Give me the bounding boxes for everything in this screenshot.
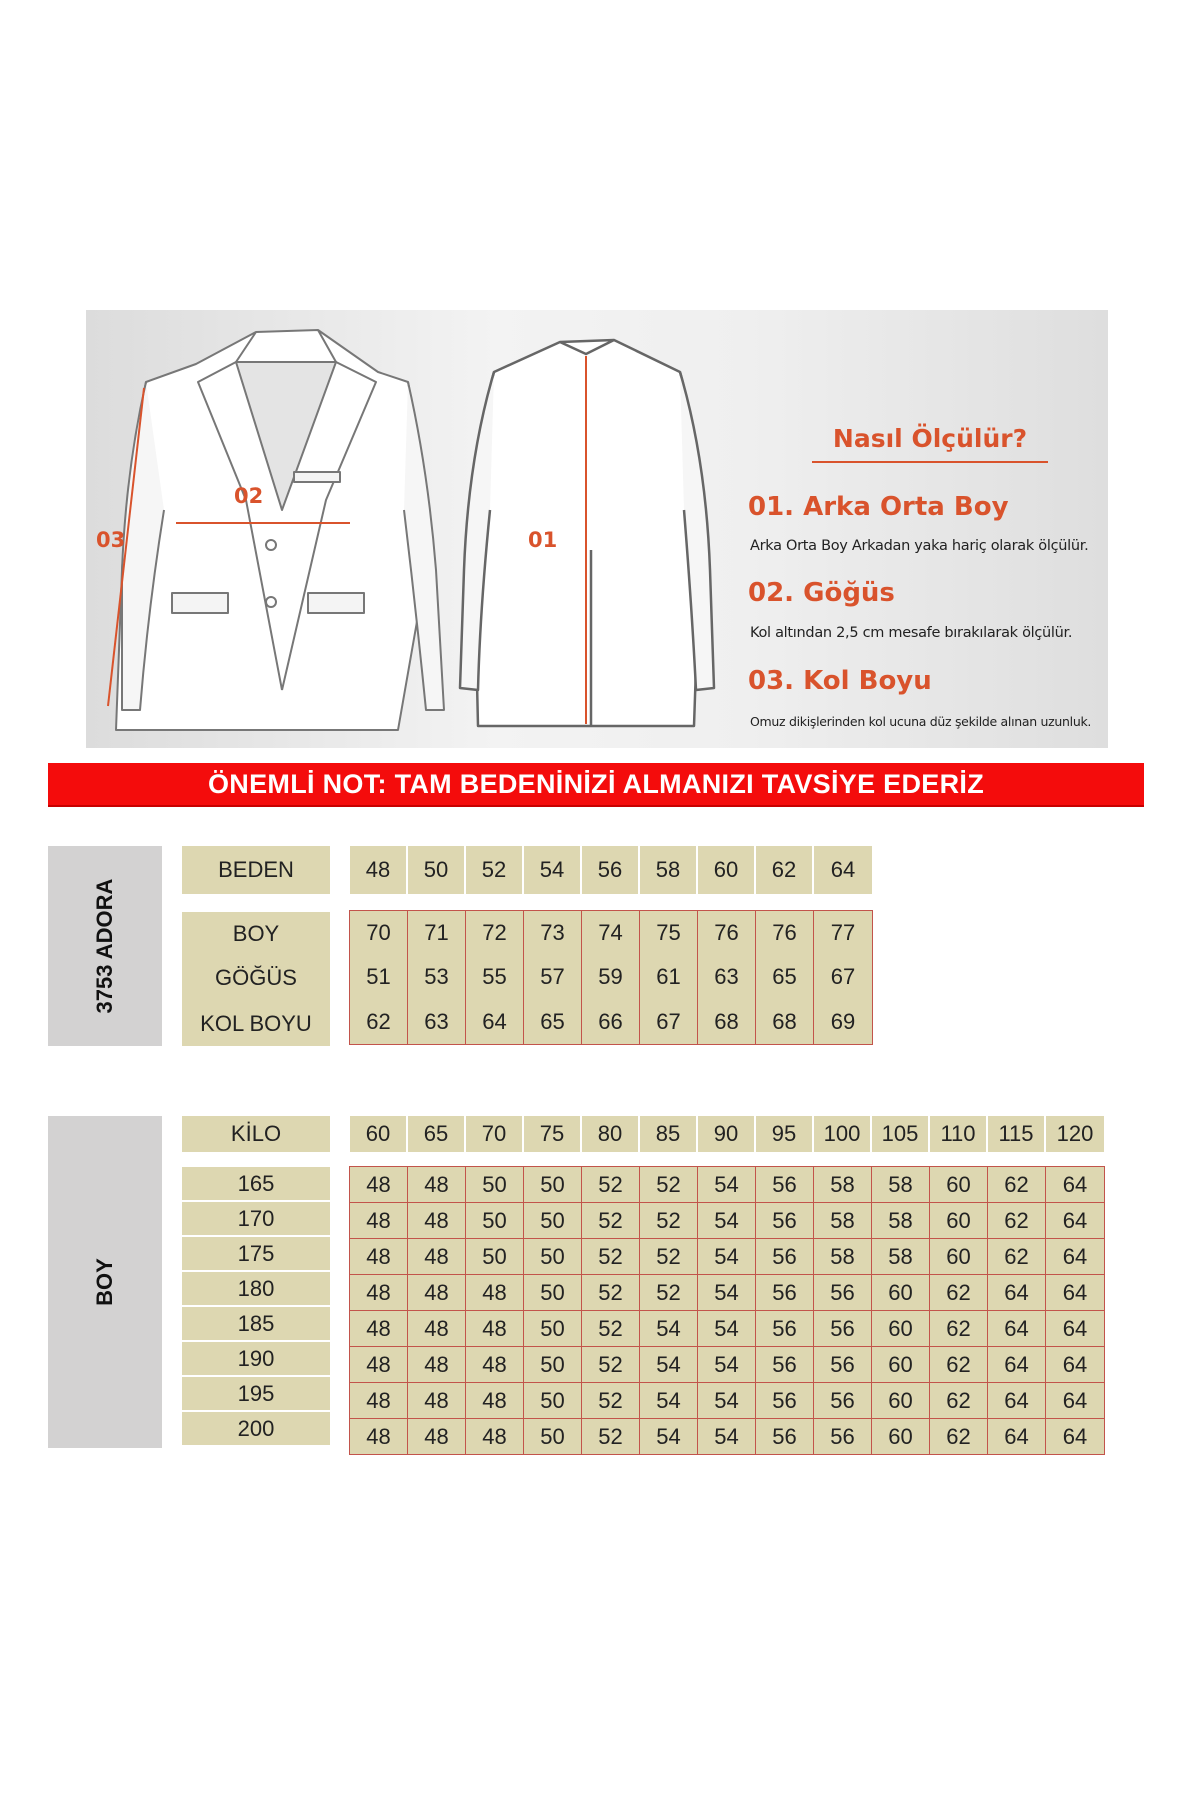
fit-cell: 48 [350, 1275, 408, 1310]
fit-cell: 52 [582, 1383, 640, 1418]
fit-cell: 56 [756, 1203, 814, 1238]
weight-header-cell: 105 [872, 1116, 930, 1152]
size-row-label: BOY [182, 912, 330, 955]
fit-cell: 64 [1062, 1171, 1088, 1197]
fit-cell: 52 [582, 1203, 640, 1238]
size-header-cell: 62 [756, 846, 814, 894]
fit-cell: 50 [466, 1167, 524, 1202]
jacket-front-drawing [116, 330, 444, 730]
size-table-side-label [48, 846, 162, 1046]
fit-cell: 48 [350, 1419, 408, 1454]
measurement-illustration [86, 310, 1108, 748]
fit-cell: 62 [930, 1419, 988, 1454]
height-axis-label: BOY [92, 1258, 117, 1306]
fit-cell: 54 [640, 1347, 698, 1382]
fit-cell: 60 [872, 1419, 930, 1454]
fit-cell: 64 [1062, 1207, 1088, 1233]
size-header-cell: 52 [466, 846, 524, 894]
fit-cell: 60 [872, 1311, 930, 1346]
size-header-cell: 58 [640, 846, 698, 894]
fit-cell: 52 [582, 1275, 640, 1310]
fit-cell: 50 [524, 1239, 582, 1274]
fit-cell: 64 [1062, 1351, 1088, 1377]
fit-cell: 48 [408, 1167, 466, 1202]
fit-cell: 48 [408, 1239, 466, 1274]
fit-cell: 58 [872, 1203, 930, 1238]
fit-cell: 64 [1062, 1387, 1088, 1413]
step-01-desc: Arka Orta Boy Arkadan yaka hariç olarak ölçülür. [750, 538, 1089, 554]
fit-cell: 64 [988, 1419, 1046, 1454]
size-header-cell: 48 [350, 846, 408, 894]
fit-cell: 60 [872, 1275, 930, 1310]
fit-cell: 60 [930, 1167, 988, 1202]
fit-row-label: 180 [182, 1272, 330, 1305]
fit-cell: 48 [408, 1419, 466, 1454]
fit-cell: 56 [756, 1275, 814, 1310]
size-cell: 63 [408, 1000, 466, 1044]
fit-cell: 64 [988, 1347, 1046, 1382]
size-cell: 76 [756, 911, 814, 954]
fit-cell: 52 [582, 1347, 640, 1382]
weight-header-cell: 100 [814, 1116, 872, 1152]
size-header-cell: 50 [408, 846, 466, 894]
fit-cell: 54 [698, 1311, 756, 1346]
fit-cell: 54 [640, 1419, 698, 1454]
fit-cell: 58 [814, 1167, 872, 1202]
guide-title: Nasıl Ölçülür? [812, 424, 1048, 463]
fit-header-label: KİLO [182, 1116, 330, 1152]
weight-header-cell: 75 [524, 1116, 582, 1152]
fit-row-label: 165 [182, 1167, 330, 1200]
fit-cell: 50 [524, 1167, 582, 1202]
fit-table-side-label [48, 1116, 162, 1448]
fit-row-label: 185 [182, 1307, 330, 1340]
fit-cell: 58 [814, 1203, 872, 1238]
size-cell: 59 [582, 954, 640, 1000]
weight-header-cell: 85 [640, 1116, 698, 1152]
fit-cell: 64 [1062, 1243, 1088, 1269]
fit-table-row [350, 1274, 1104, 1310]
size-cell: 71 [408, 911, 466, 954]
size-table-row [350, 911, 872, 954]
fit-row-label: 200 [182, 1412, 330, 1445]
size-header-label: BEDEN [182, 846, 330, 894]
fit-cell: 58 [814, 1239, 872, 1274]
fit-cell: 62 [988, 1203, 1046, 1238]
fit-table-row [350, 1238, 1104, 1274]
fit-cell: 58 [872, 1167, 930, 1202]
fit-cell: 54 [698, 1275, 756, 1310]
size-cell: 61 [640, 954, 698, 1000]
weight-header-cell: 120 [1046, 1116, 1104, 1152]
fit-cell: 54 [698, 1203, 756, 1238]
fit-cell: 54 [698, 1383, 756, 1418]
size-cell: 67 [640, 1000, 698, 1044]
size-cell: 51 [350, 954, 408, 1000]
model-name: 3753 ADORA [92, 878, 117, 1014]
fit-cell: 48 [408, 1383, 466, 1418]
fit-cell: 64 [988, 1311, 1046, 1346]
size-cell: 72 [466, 911, 524, 954]
size-row-label: GÖĞÜS [182, 955, 330, 1001]
size-row-label: KOL BOYU [182, 1001, 330, 1046]
size-cell: 68 [756, 1000, 814, 1044]
fit-cell: 50 [466, 1203, 524, 1238]
size-cell: 76 [698, 911, 756, 954]
fit-cell: 56 [756, 1347, 814, 1382]
size-cell: 73 [524, 911, 582, 954]
step-01-title: 01. Arka Orta Boy [748, 492, 1009, 522]
size-cell: 63 [698, 954, 756, 1000]
weight-header-cell: 95 [756, 1116, 814, 1152]
fit-table-row [350, 1167, 1104, 1202]
fit-cell: 56 [814, 1311, 872, 1346]
fit-cell: 50 [524, 1203, 582, 1238]
size-cell: 65 [524, 1000, 582, 1044]
fit-row-label: 195 [182, 1377, 330, 1410]
weight-header-cell: 70 [466, 1116, 524, 1152]
step-02-title: 02. Göğüs [748, 578, 895, 608]
fit-cell: 54 [640, 1383, 698, 1418]
size-table-body [349, 910, 873, 1045]
fit-cell: 56 [756, 1311, 814, 1346]
fit-cell: 50 [524, 1311, 582, 1346]
fit-cell: 64 [1062, 1423, 1088, 1449]
fit-cell: 62 [930, 1311, 988, 1346]
size-table-row [350, 1000, 872, 1044]
fit-cell: 48 [466, 1275, 524, 1310]
size-cell: 65 [756, 954, 814, 1000]
fit-row-label: 190 [182, 1342, 330, 1375]
fit-cell: 52 [582, 1167, 640, 1202]
weight-header-cell: 65 [408, 1116, 466, 1152]
step-03-title: 03. Kol Boyu [748, 666, 932, 696]
fit-cell: 50 [524, 1419, 582, 1454]
size-cell: 75 [640, 911, 698, 954]
step-03-desc: Omuz dikişlerinden kol ucuna düz şekilde alınan uzunluk. [750, 714, 1092, 729]
fit-cell: 62 [988, 1239, 1046, 1274]
fit-cell: 60 [930, 1239, 988, 1274]
size-header-cell: 60 [698, 846, 756, 894]
fit-cell: 56 [814, 1419, 872, 1454]
fit-cell: 62 [988, 1167, 1046, 1202]
size-table-row [350, 954, 872, 1000]
fit-cell: 48 [466, 1419, 524, 1454]
fit-cell: 54 [698, 1347, 756, 1382]
fit-cell: 58 [872, 1239, 930, 1274]
fit-cell: 52 [582, 1239, 640, 1274]
fit-table-row [350, 1310, 1104, 1346]
fit-cell: 52 [582, 1419, 640, 1454]
fit-cell: 48 [408, 1311, 466, 1346]
fit-cell: 48 [350, 1311, 408, 1346]
size-cell: 69 [830, 1009, 856, 1034]
fit-table-row [350, 1418, 1104, 1454]
measure-label-02: 02 [234, 484, 264, 508]
fit-row-label: 170 [182, 1202, 330, 1235]
fit-cell: 64 [1062, 1315, 1088, 1341]
fit-table-row [350, 1346, 1104, 1382]
fit-row-label: 175 [182, 1237, 330, 1270]
fit-cell: 56 [756, 1383, 814, 1418]
size-cell: 57 [524, 954, 582, 1000]
fit-cell: 48 [466, 1347, 524, 1382]
jacket-drawings [86, 310, 1108, 748]
fit-cell: 48 [408, 1203, 466, 1238]
size-cell: 77 [830, 919, 856, 945]
fit-cell: 54 [698, 1239, 756, 1274]
fit-cell: 56 [756, 1239, 814, 1274]
fit-cell: 54 [640, 1311, 698, 1346]
fit-cell: 62 [930, 1347, 988, 1382]
fit-cell: 60 [872, 1383, 930, 1418]
fit-cell: 48 [350, 1347, 408, 1382]
weight-header-cell: 115 [988, 1116, 1046, 1152]
size-cell: 66 [582, 1000, 640, 1044]
fit-cell: 56 [814, 1383, 872, 1418]
weight-header-cell: 90 [698, 1116, 756, 1152]
weight-header-cell: 80 [582, 1116, 640, 1152]
fit-cell: 52 [640, 1167, 698, 1202]
size-cell: 53 [408, 954, 466, 1000]
fit-cell: 62 [930, 1383, 988, 1418]
fit-cell: 48 [408, 1347, 466, 1382]
fit-cell: 52 [640, 1239, 698, 1274]
fit-cell: 48 [350, 1167, 408, 1202]
fit-cell: 64 [988, 1383, 1046, 1418]
fit-cell: 62 [930, 1275, 988, 1310]
weight-header-cell: 110 [930, 1116, 988, 1152]
fit-cell: 52 [640, 1203, 698, 1238]
fit-cell: 50 [524, 1275, 582, 1310]
size-header-row [350, 846, 872, 894]
fit-cell: 56 [814, 1347, 872, 1382]
important-note-banner: ÖNEMLİ NOT: TAM BEDENİNİZİ ALMANIZI TAVSİYE EDERİZ [48, 763, 1144, 807]
size-header-cell: 56 [582, 846, 640, 894]
fit-cell: 52 [640, 1275, 698, 1310]
size-cell: 70 [350, 911, 408, 954]
fit-cell: 50 [524, 1383, 582, 1418]
size-header-cell: 64 [814, 846, 872, 894]
size-cell: 64 [466, 1000, 524, 1044]
fit-cell: 50 [524, 1347, 582, 1382]
fit-cell: 56 [756, 1419, 814, 1454]
size-cell: 74 [582, 911, 640, 954]
fit-cell: 54 [698, 1419, 756, 1454]
fit-table-row [350, 1202, 1104, 1238]
fit-cell: 60 [872, 1347, 930, 1382]
fit-cell: 50 [466, 1239, 524, 1274]
fit-cell: 48 [408, 1275, 466, 1310]
size-header-cell: 54 [524, 846, 582, 894]
fit-header-row [350, 1116, 1104, 1152]
fit-cell: 56 [814, 1275, 872, 1310]
fit-cell: 64 [1062, 1279, 1088, 1305]
size-cell: 55 [466, 954, 524, 1000]
size-cell: 68 [698, 1000, 756, 1044]
measure-label-01: 01 [528, 528, 558, 552]
fit-cell: 52 [582, 1311, 640, 1346]
fit-cell: 48 [350, 1239, 408, 1274]
weight-header-cell: 60 [350, 1116, 408, 1152]
size-cell: 67 [830, 964, 856, 989]
fit-cell: 56 [756, 1167, 814, 1202]
fit-cell: 54 [698, 1167, 756, 1202]
fit-cell: 48 [466, 1311, 524, 1346]
fit-cell: 60 [930, 1203, 988, 1238]
size-cell: 62 [350, 1000, 408, 1044]
measure-label-03: 03 [96, 528, 126, 552]
step-02-desc: Kol altından 2,5 cm mesafe bırakılarak ölçülür. [750, 625, 1073, 641]
fit-table-body [349, 1166, 1105, 1455]
fit-cell: 48 [466, 1383, 524, 1418]
fit-cell: 64 [988, 1275, 1046, 1310]
fit-cell: 48 [350, 1203, 408, 1238]
fit-cell: 48 [350, 1383, 408, 1418]
fit-table-row [350, 1382, 1104, 1418]
